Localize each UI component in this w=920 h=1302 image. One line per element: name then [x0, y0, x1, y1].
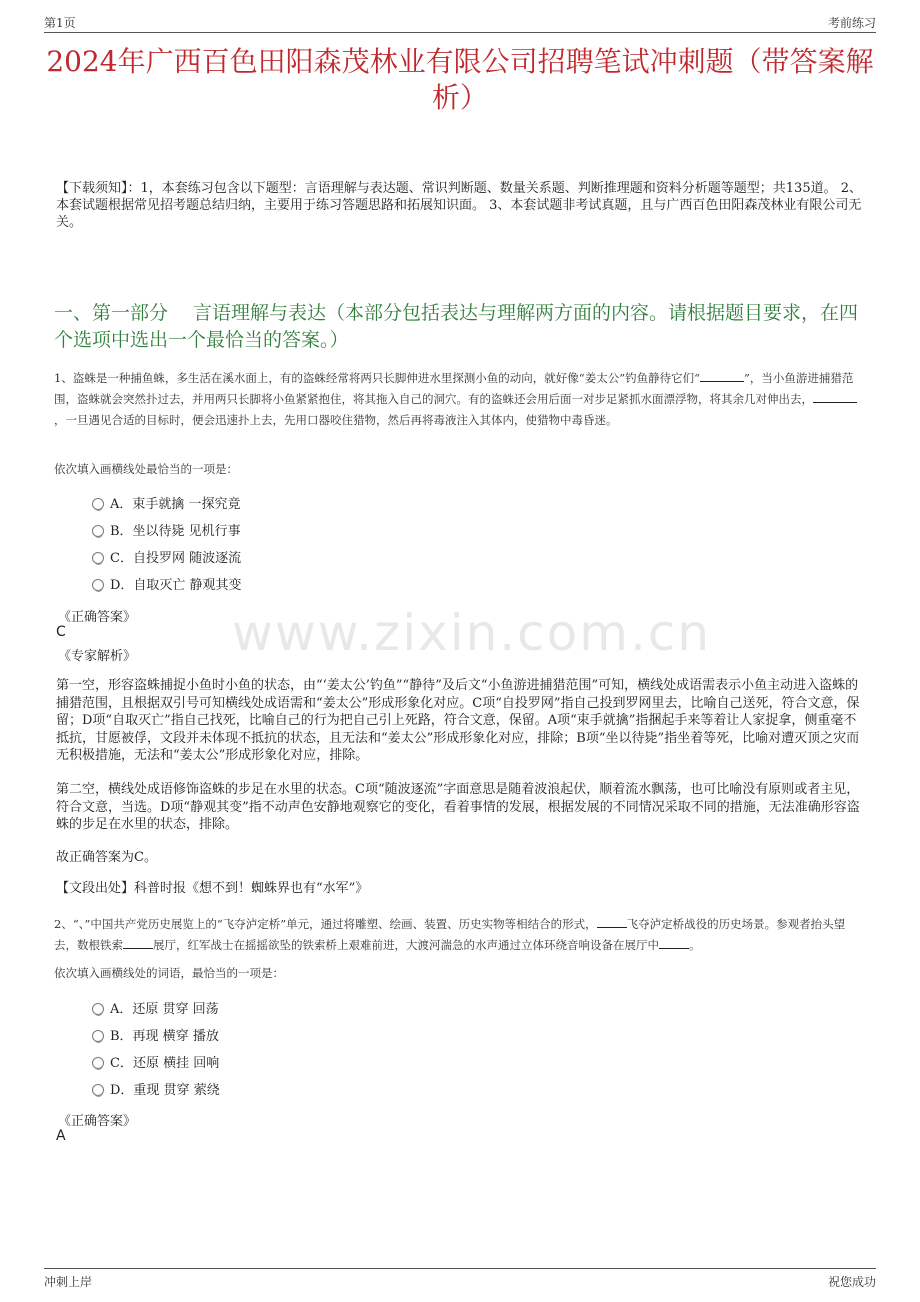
q2-option-b[interactable]: B．再现 横穿 播放 — [92, 1027, 219, 1047]
radio-icon[interactable] — [92, 525, 104, 537]
answer-value: C — [56, 624, 66, 640]
q1-option-c[interactable]: C．自投罗网 随波逐流 — [92, 549, 241, 569]
blank-1 — [700, 381, 744, 382]
radio-icon[interactable] — [92, 579, 104, 591]
radio-icon[interactable] — [92, 1003, 104, 1015]
page-footer — [44, 1268, 876, 1290]
radio-icon[interactable] — [92, 1030, 104, 1042]
analysis-label: 《专家解析》 — [58, 649, 137, 664]
blank-1 — [597, 927, 627, 928]
radio-icon[interactable] — [92, 552, 104, 564]
q1-option-b[interactable]: B．坐以待毙 见机行事 — [92, 522, 241, 542]
page-number: 第1页 — [44, 16, 76, 30]
blank-3 — [659, 948, 689, 949]
watermark: www.zixin.com.cn — [232, 604, 712, 662]
question-1-prompt: 依次填入画横线处最恰当的一项是： — [54, 462, 238, 476]
answer-label: 《正确答案》 — [58, 610, 137, 625]
footer-right: 祝您成功 — [827, 1275, 876, 1289]
answer-label: 《正确答案》 — [58, 1114, 137, 1129]
question-2-text: 2、“、”中国共产党历史展览上的“飞夺泸定桥”单元，通过将雕塑、绘画、装置、历史实物等相结合的形式， 飞夺泸定桥战役的历史场景。参观者抬头望去，数根铁索 展厅，红军战士在摇摇欲坠的铁索桥上艰难前进，大渡河湍急的水声通过立体环绕音响设备在展厅中 。 — [54, 917, 846, 952]
question-2-prompt: 依次填入画横线处的词语，最恰当的一项是： — [54, 966, 284, 980]
q1-option-a[interactable]: A．束手就擒 一探究竟 — [92, 495, 241, 515]
analysis-paragraph-1: 第一空，形容盗蛛捕捉小鱼时小鱼的状态，由“‘姜太公’钓鱼”“静待”及后文“小鱼游进捕猎范围”可知，横线处成语需表示小鱼主动进入盗蛛的捕猎范围，且根据双引号可知横线处成语需和“姜太公”形成形象化对应。C项“自投罗网”指自己投到罗网里去，比喻自己送死，符合文意，保留；D项“自取灭亡”指自己找死，比喻自己的行为把自己引上死路，符合文意，保留。A项“束手就擒”指捆起手来等着让人家捉拿，侧重毫不抵抗，甘愿被俘，文段并未体现不抵抗的状态，且无法和“姜太公”形成形象化对应，排除；B项“坐以待毙”指坐着等死，比喻对遭灭顶之灾而无积极措施，无法和“姜太公”形成形象化对应，排除。 — [56, 678, 860, 763]
footer-left: 冲刺上岸 — [44, 1275, 93, 1289]
radio-icon[interactable] — [92, 498, 104, 510]
q2-option-a[interactable]: A．还原 贯穿 回荡 — [92, 1000, 219, 1020]
question-1-text: 1、盗蛛是一种捕鱼蛛，多生活在溪水面上，有的盗蛛经常将两只长脚伸进水里探测小鱼的动向，就好像“姜太公”钓鱼静待它们“ ”，当小鱼游进捕猎范围，盗蛛就会突然扑过去，并用两只长脚将小鱼紧紧抱住，将其拖入自己的洞穴。有的盗蛛还会用后面一对步足紧抓水面漂浮物，将其余几对伸出去，，一旦遇见合适的目标时，便会迅速扑上去，先用口器咬住猎物，然后再将毒液注入其体内，使猎物中毒昏迷。 — [54, 368, 868, 431]
radio-icon[interactable] — [92, 1057, 104, 1069]
blank-2 — [813, 402, 857, 403]
q1-option-d[interactable]: D．自取灭亡 静观其变 — [92, 576, 242, 596]
page-header — [44, 14, 876, 33]
download-notice: 【下载须知】：1，本套练习包含以下题型：言语理解与表达题、常识判断题、数量关系题、判断推理题和资料分析题等题型；共135道。 2、本套试题根据常见招考题总结归纳，主要用于练习答题思路和拓展知识面。 3、本套试题非考试真题，且与广西百色田阳森茂林业有限公司无关。 — [56, 181, 862, 230]
analysis-paragraph-2: 第二空，横线处成语修饰盗蛛的步足在水里的状态。C项“随波逐流”字面意思是随着波浪起伏，顺着流水飘荡，也可比喻没有原则或者主见，符合文意，当选。D项“静观其变”指不动声色安静地观察它的变化，看着事情的发展，根据发展的不同情况采取不同的措施，无法准确形容盗蛛的步足在水里的状态，排除。 — [56, 782, 860, 832]
radio-icon[interactable] — [92, 1084, 104, 1096]
answer-value: A — [56, 1128, 66, 1144]
section-heading: 一、第一部分 言语理解与表达（本部分包括表达与理解两方面的内容。请根据题目要求，在四个选项中选出一个最恰当的答案。） — [54, 302, 859, 351]
q2-option-c[interactable]: C．还原 横挂 回响 — [92, 1054, 219, 1074]
analysis-conclusion: 故正确答案为C。 — [56, 850, 157, 865]
header-label: 考前练习 — [827, 16, 876, 30]
document-title: 2024年广西百色田阳森茂林业有限公司招聘笔试冲刺题（带答案解析） — [46, 45, 874, 114]
blank-2 — [123, 948, 153, 949]
source-citation: 【文段出处】科普时报《想不到！蜘蛛界也有“水军”》 — [56, 881, 369, 896]
q2-option-d[interactable]: D．重现 贯穿 萦绕 — [92, 1081, 220, 1101]
